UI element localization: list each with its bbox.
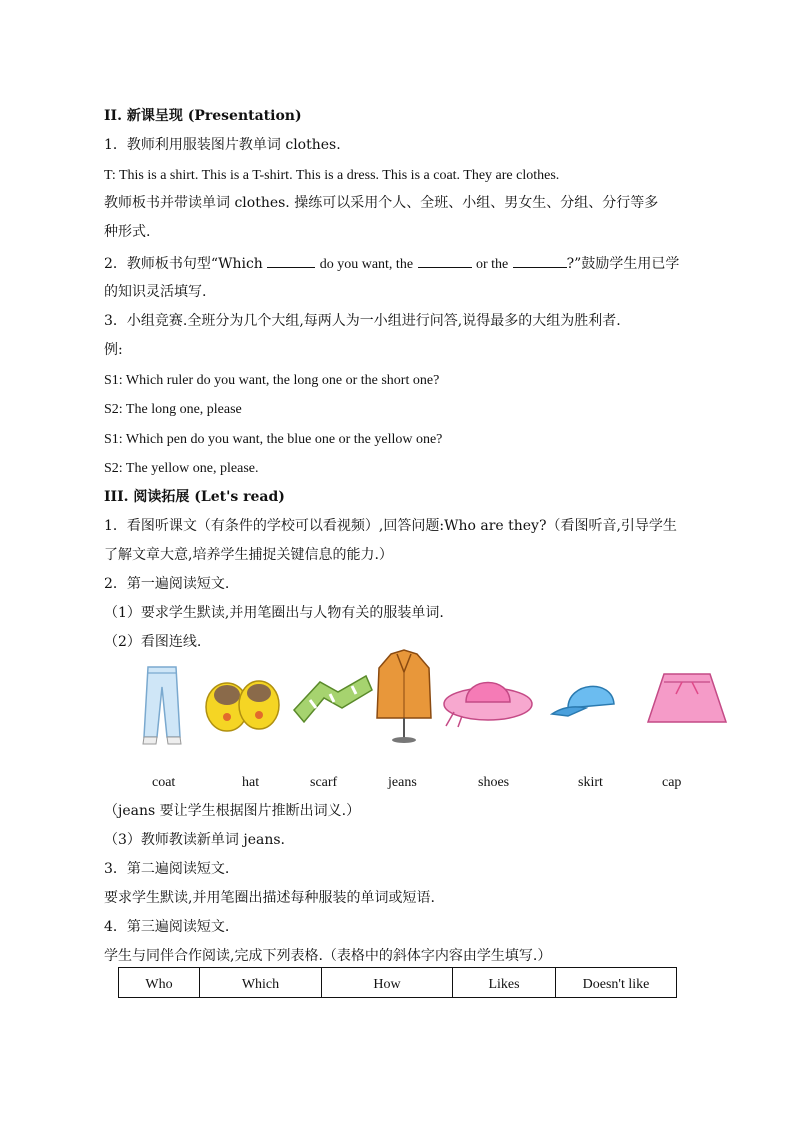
section-2-item-1: 1．教师利用服装图片教单词 clothes. bbox=[104, 137, 341, 153]
table-header-row bbox=[119, 968, 677, 998]
section-3-item-4: 4．第三遍阅读短文. bbox=[104, 919, 230, 935]
match-word: scarf bbox=[310, 775, 338, 790]
table-header-cell: Which bbox=[200, 968, 322, 998]
match-word: skirt bbox=[578, 775, 603, 790]
answer-blank-2 bbox=[418, 253, 472, 268]
item-2-part-2: do you want, the bbox=[319, 257, 414, 272]
section-3-item-2-sub-2: （2）看图连线. bbox=[104, 634, 202, 650]
scarf-picture bbox=[290, 670, 375, 730]
section-2-item-2-line-2: 的知识灵活填写. bbox=[104, 284, 207, 300]
match-word: cap bbox=[662, 775, 682, 790]
teacher-dialog-line: T: This is a shirt. This is a T-shirt. This is a dress. This is a coat. They are clothes. bbox=[104, 168, 560, 183]
section-3-item-1-line-1: 1．看图听课文（有条件的学校可以看视频）,回答问题:Who are they?（看图听音,引导学生 bbox=[104, 518, 677, 534]
coat-picture bbox=[375, 648, 433, 746]
reading-table bbox=[118, 967, 677, 998]
jeans-picture bbox=[140, 665, 184, 745]
table-header-cell: Who bbox=[119, 968, 200, 998]
match-word: shoes bbox=[478, 775, 510, 790]
section-3-item-4-note: 学生与同伴合作阅读,完成下列表格.（表格中的斜体字内容由学生填写.） bbox=[104, 948, 552, 964]
section-2-heading: II. 新课呈现 (Presentation) bbox=[104, 108, 302, 124]
dialog-line: S1: Which pen do you want, the blue one or the yellow one? bbox=[104, 432, 443, 447]
jeans-note: （jeans 要让学生根据图片推断出词义.） bbox=[104, 803, 361, 819]
item-2-part-4: ?”鼓励学生用已学 bbox=[566, 256, 680, 272]
section-3-item-2-sub-1: （1）要求学生默读,并用笔圈出与人物有关的服装单词. bbox=[104, 605, 444, 621]
section-3-item-3: 3．第二遍阅读短文. bbox=[104, 861, 230, 877]
section-2-item-3: 3．小组竞赛.全班分为几个大组,每两人为一小组进行问答,说得最多的大组为胜利者. bbox=[104, 313, 621, 329]
section-3-item-2: 2．第一遍阅读短文. bbox=[104, 576, 230, 592]
hat-picture bbox=[440, 670, 538, 728]
section-3-item-3-note: 要求学生默读,并用笔圈出描述每种服装的单词或短语. bbox=[104, 890, 435, 906]
section-3-item-1-line-2: 了解文章大意,培养学生捕捉关键信息的能力.） bbox=[104, 547, 393, 563]
table-header-cell: How bbox=[322, 968, 453, 998]
skirt-picture bbox=[646, 670, 728, 728]
dialog-line: S1: Which ruler do you want, the long one or the short one? bbox=[104, 373, 440, 388]
section-2-item-2 bbox=[104, 253, 679, 275]
match-word: coat bbox=[152, 775, 176, 790]
match-word: jeans bbox=[388, 775, 417, 790]
item-2-part-1: 2．教师板书句型“Which bbox=[104, 256, 263, 272]
dialog-line: S2: The long one, please bbox=[104, 402, 242, 417]
section-2-note-line-2: 种形式. bbox=[104, 224, 151, 240]
answer-blank-3 bbox=[513, 253, 567, 268]
answer-blank-1 bbox=[267, 253, 315, 268]
section-3-item-2-sub-3: （3）教师教读新单词 jeans. bbox=[104, 832, 285, 848]
match-word: hat bbox=[242, 775, 260, 790]
table-header-cell: Likes bbox=[453, 968, 556, 998]
shoes-picture bbox=[203, 665, 281, 735]
section-3-heading: III. 阅读拓展 (Let's read) bbox=[104, 489, 285, 505]
cap-picture bbox=[550, 672, 622, 722]
item-2-part-3: or the bbox=[475, 257, 509, 272]
section-2-note-line-1: 教师板书并带读单词 clothes. 操练可以采用个人、全班、小组、男女生、分组、分行等多 bbox=[104, 195, 659, 211]
table-header-cell: Doesn't like bbox=[556, 968, 677, 998]
example-label: 例: bbox=[104, 342, 123, 358]
dialog-line: S2: The yellow one, please. bbox=[104, 461, 259, 476]
